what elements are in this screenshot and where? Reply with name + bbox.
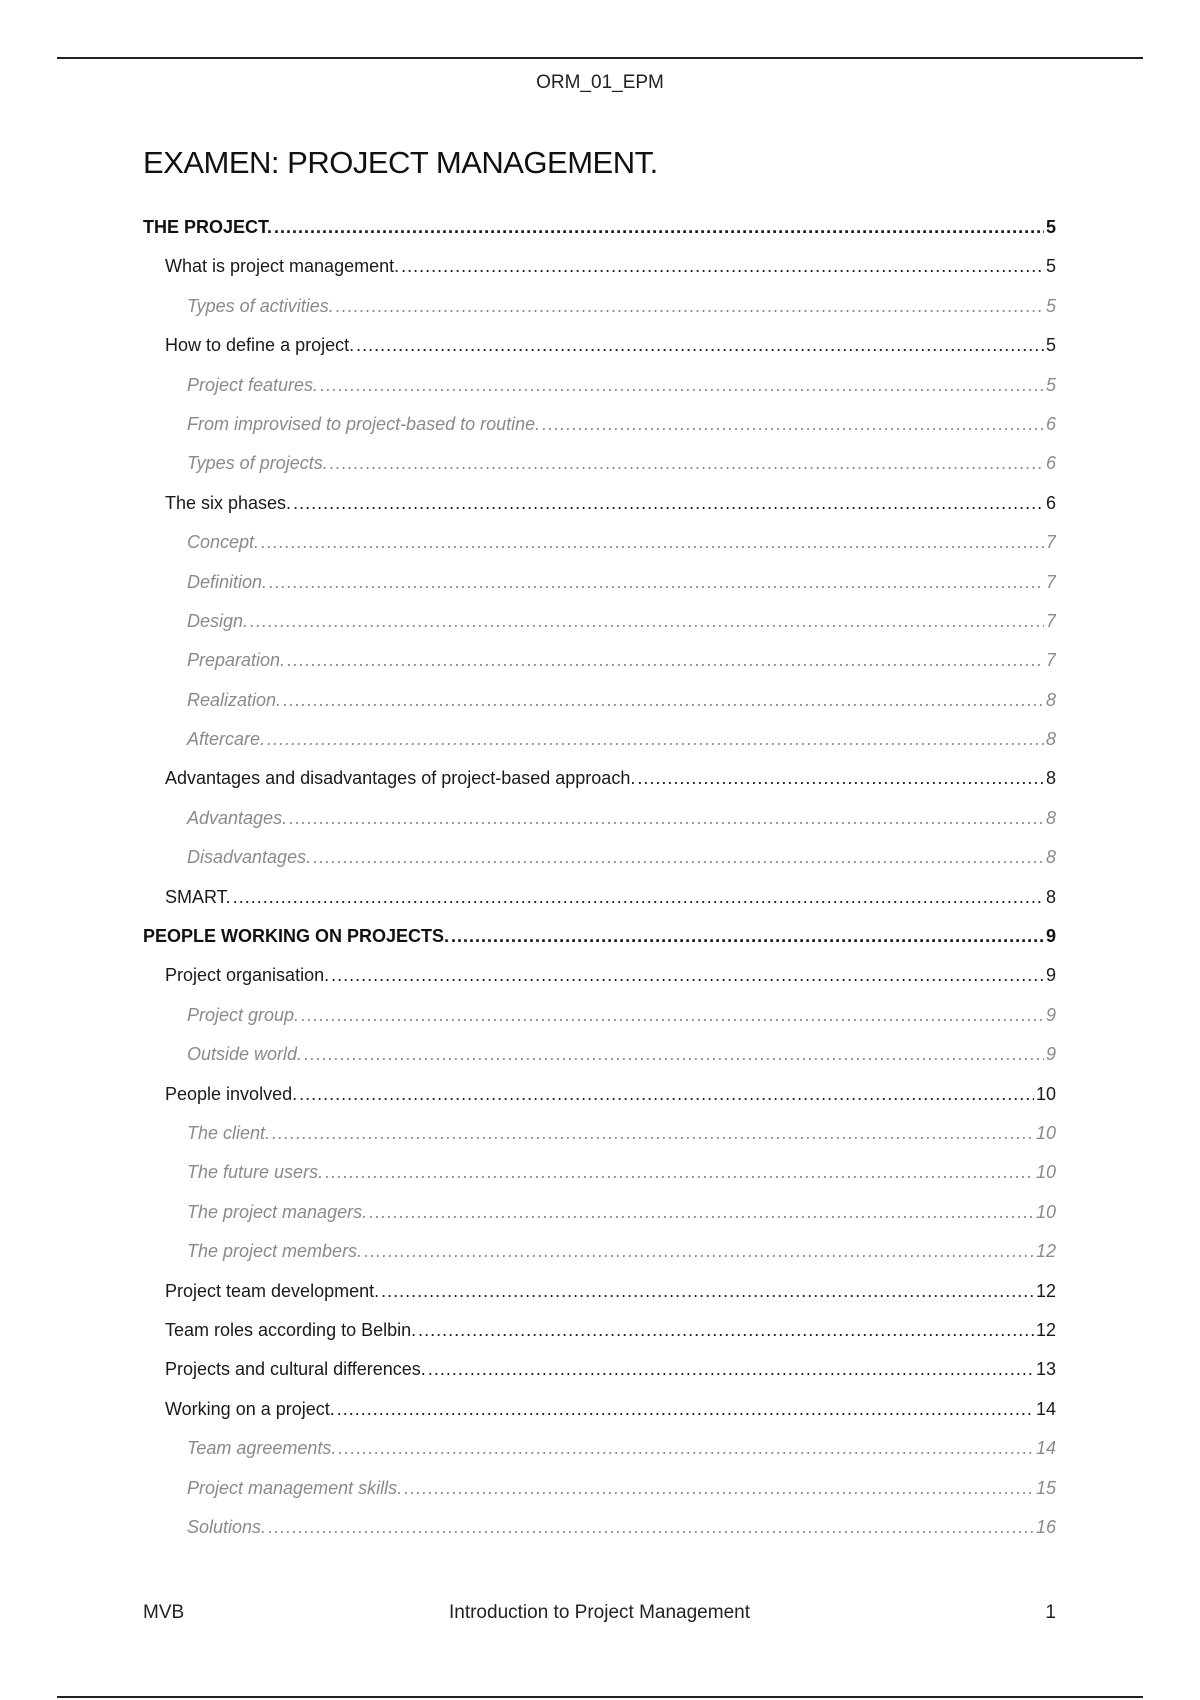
toc-dot-leader (274, 208, 1044, 247)
toc-entry-label: Project group. (187, 1004, 300, 1025)
toc-entry-page-number: 8 (1045, 807, 1056, 828)
toc-entry-page-number: 9 (1045, 926, 1056, 947)
toc-dot-leader (369, 1193, 1034, 1232)
toc-entry-label: SMART. (165, 886, 231, 907)
toc-entry-page-number: 10 (1035, 1201, 1056, 1222)
toc-entry[interactable] (143, 287, 1056, 326)
toc-entry-page-number: 6 (1045, 453, 1056, 474)
toc-entry[interactable] (143, 1390, 1056, 1429)
toc-dot-leader (268, 1508, 1034, 1547)
toc-dot-leader (313, 838, 1044, 877)
toc-entry-label: Project features. (187, 374, 319, 395)
toc-entry-label: Projects and cultural differences. (165, 1359, 426, 1380)
toc-entry-page-number: 12 (1035, 1280, 1056, 1301)
toc-entry-label: THE PROJECT. (143, 217, 273, 237)
toc-entry-label: PEOPLE WORKING ON PROJECTS. (143, 926, 450, 947)
table-of-contents (143, 208, 1056, 1547)
toc-entry-label: Working on a project. (165, 1398, 335, 1419)
toc-dot-leader (331, 956, 1044, 995)
toc-entry-page-number: 14 (1035, 1398, 1056, 1419)
toc-entry[interactable] (143, 1232, 1056, 1271)
toc-entry-page-number: 5 (1045, 335, 1056, 356)
toc-dot-leader (283, 681, 1044, 720)
toc-entry[interactable] (143, 523, 1056, 562)
toc-dot-leader (336, 287, 1044, 326)
toc-entry-page-number: 8 (1045, 886, 1056, 907)
toc-entry-label: From improvised to project-based to routine. (187, 413, 541, 434)
toc-entry[interactable] (143, 720, 1056, 759)
toc-entry-label: Concept. (187, 532, 260, 553)
toc-entry[interactable] (143, 1035, 1056, 1074)
toc-dot-leader (418, 1311, 1034, 1350)
toc-entry[interactable] (143, 247, 1056, 286)
footer-page-number: 1 (1045, 1602, 1056, 1623)
toc-entry-label: The future users. (187, 1162, 324, 1183)
toc-entry[interactable] (143, 799, 1056, 838)
toc-dot-leader (330, 444, 1044, 483)
toc-entry-page-number: 5 (1045, 295, 1056, 316)
toc-dot-leader (338, 1429, 1034, 1468)
toc-entry-page-number: 12 (1035, 1241, 1056, 1262)
toc-entry[interactable] (143, 326, 1056, 365)
toc-dot-leader (233, 878, 1044, 917)
footer-author: MVB (143, 1602, 185, 1623)
toc-entry[interactable] (143, 838, 1056, 877)
toc-entry-page-number: 16 (1035, 1516, 1056, 1537)
toc-dot-leader (250, 602, 1044, 641)
toc-entry[interactable] (143, 956, 1056, 995)
toc-entry-label: Disadvantages. (187, 847, 312, 868)
toc-entry-label: Types of activities. (187, 295, 334, 316)
toc-dot-leader (404, 1469, 1034, 1508)
footer-rule (57, 1696, 1143, 1698)
toc-entry-label: Advantages and disadvantages of project-based approach. (165, 768, 636, 789)
toc-entry-page-number: 9 (1045, 965, 1056, 986)
toc-entry-page-number: 8 (1045, 729, 1056, 750)
toc-dot-leader (261, 523, 1044, 562)
toc-dot-leader (301, 996, 1044, 1035)
toc-entry[interactable] (143, 1469, 1056, 1508)
toc-entry-page-number: 7 (1045, 650, 1056, 671)
toc-entry-label: People involved. (165, 1083, 298, 1104)
toc-entry-page-number: 7 (1045, 532, 1056, 553)
page-footer (143, 1602, 1056, 1626)
toc-entry-page-number: 15 (1035, 1477, 1056, 1498)
toc-dot-leader (289, 799, 1044, 838)
toc-entry[interactable] (143, 366, 1056, 405)
toc-entry[interactable] (143, 208, 1056, 247)
toc-entry[interactable] (143, 917, 1056, 956)
footer-course-title: Introduction to Project Management (448, 1602, 750, 1623)
toc-entry-page-number: 13 (1035, 1359, 1056, 1380)
toc-dot-leader (272, 1114, 1034, 1153)
toc-entry-label: Definition. (187, 571, 268, 592)
toc-entry[interactable] (143, 602, 1056, 641)
toc-entry[interactable] (143, 1193, 1056, 1232)
toc-entry-label: Preparation. (187, 650, 286, 671)
toc-dot-leader (356, 326, 1044, 365)
toc-dot-leader (401, 247, 1044, 286)
toc-entry-page-number: 6 (1045, 413, 1056, 434)
toc-entry-page-number: 5 (1045, 217, 1056, 237)
toc-entry[interactable] (143, 1153, 1056, 1192)
toc-entry[interactable] (143, 1311, 1056, 1350)
toc-dot-leader (325, 1153, 1034, 1192)
toc-dot-leader (299, 1075, 1034, 1114)
toc-entry-label: Realization. (187, 689, 282, 710)
toc-entry-label: Project management skills. (187, 1477, 403, 1498)
document-code: ORM_01_EPM (536, 72, 664, 93)
toc-entry-page-number: 7 (1045, 571, 1056, 592)
toc-entry-label: Advantages. (187, 807, 288, 828)
toc-entry[interactable] (143, 405, 1056, 444)
toc-dot-leader (269, 563, 1044, 602)
toc-entry-page-number: 8 (1045, 847, 1056, 868)
toc-entry[interactable] (143, 484, 1056, 523)
toc-entry[interactable] (143, 1075, 1056, 1114)
toc-entry-page-number: 9 (1045, 1004, 1056, 1025)
toc-dot-leader (287, 641, 1044, 680)
toc-entry-page-number: 9 (1045, 1044, 1056, 1065)
toc-dot-leader (428, 1350, 1034, 1389)
toc-entry[interactable] (143, 641, 1056, 680)
toc-entry-label: The project managers. (187, 1201, 368, 1222)
toc-dot-leader (451, 917, 1044, 956)
toc-entry-label: Outside world. (187, 1044, 303, 1065)
document-title: EXAMEN: PROJECT MANAGEMENT. (143, 145, 658, 180)
toc-dot-leader (293, 484, 1044, 523)
toc-dot-leader (337, 1390, 1034, 1429)
toc-entry[interactable] (143, 1429, 1056, 1468)
toc-entry[interactable] (143, 444, 1056, 483)
toc-dot-leader (364, 1232, 1034, 1271)
toc-entry[interactable] (143, 1350, 1056, 1389)
toc-entry-label: The project members. (187, 1241, 363, 1262)
toc-entry[interactable] (143, 1272, 1056, 1311)
toc-entry[interactable] (143, 878, 1056, 917)
toc-dot-leader (381, 1272, 1034, 1311)
toc-entry-page-number: 10 (1035, 1162, 1056, 1183)
toc-entry-page-number: 12 (1035, 1319, 1056, 1340)
toc-entry-label: The client. (187, 1122, 271, 1143)
toc-entry-label: Aftercare. (187, 729, 266, 750)
toc-entry-label: Solutions. (187, 1516, 267, 1537)
toc-entry-label: Types of projects. (187, 453, 328, 474)
toc-entry-page-number: 5 (1045, 374, 1056, 395)
toc-entry-page-number: 6 (1045, 492, 1056, 513)
toc-entry-page-number: 8 (1045, 689, 1056, 710)
toc-dot-leader (637, 759, 1044, 798)
toc-entry[interactable] (143, 563, 1056, 602)
toc-entry-label: Team agreements. (187, 1438, 337, 1459)
header-rule (57, 57, 1143, 59)
toc-entry-page-number: 14 (1035, 1438, 1056, 1459)
toc-entry-label: Project team development. (165, 1280, 380, 1301)
toc-dot-leader (320, 366, 1044, 405)
toc-dot-leader (542, 405, 1044, 444)
toc-entry-page-number: 10 (1035, 1083, 1056, 1104)
toc-entry-label: How to define a project. (165, 335, 355, 356)
toc-entry-page-number: 10 (1035, 1122, 1056, 1143)
toc-entry-page-number: 7 (1045, 610, 1056, 631)
toc-entry-label: What is project management. (165, 256, 400, 277)
toc-entry-page-number: 5 (1045, 256, 1056, 277)
toc-entry[interactable] (143, 759, 1056, 798)
toc-entry[interactable] (143, 1114, 1056, 1153)
toc-entry-label: Team roles according to Belbin. (165, 1319, 417, 1340)
toc-entry-page-number: 8 (1045, 768, 1056, 789)
toc-entry[interactable] (143, 1508, 1056, 1547)
toc-dot-leader (304, 1035, 1044, 1074)
toc-entry-label: The six phases. (165, 492, 292, 513)
toc-entry[interactable] (143, 681, 1056, 720)
toc-entry[interactable] (143, 996, 1056, 1035)
toc-dot-leader (267, 720, 1044, 759)
toc-entry-label: Project organisation. (165, 965, 330, 986)
toc-entry-label: Design. (187, 610, 249, 631)
